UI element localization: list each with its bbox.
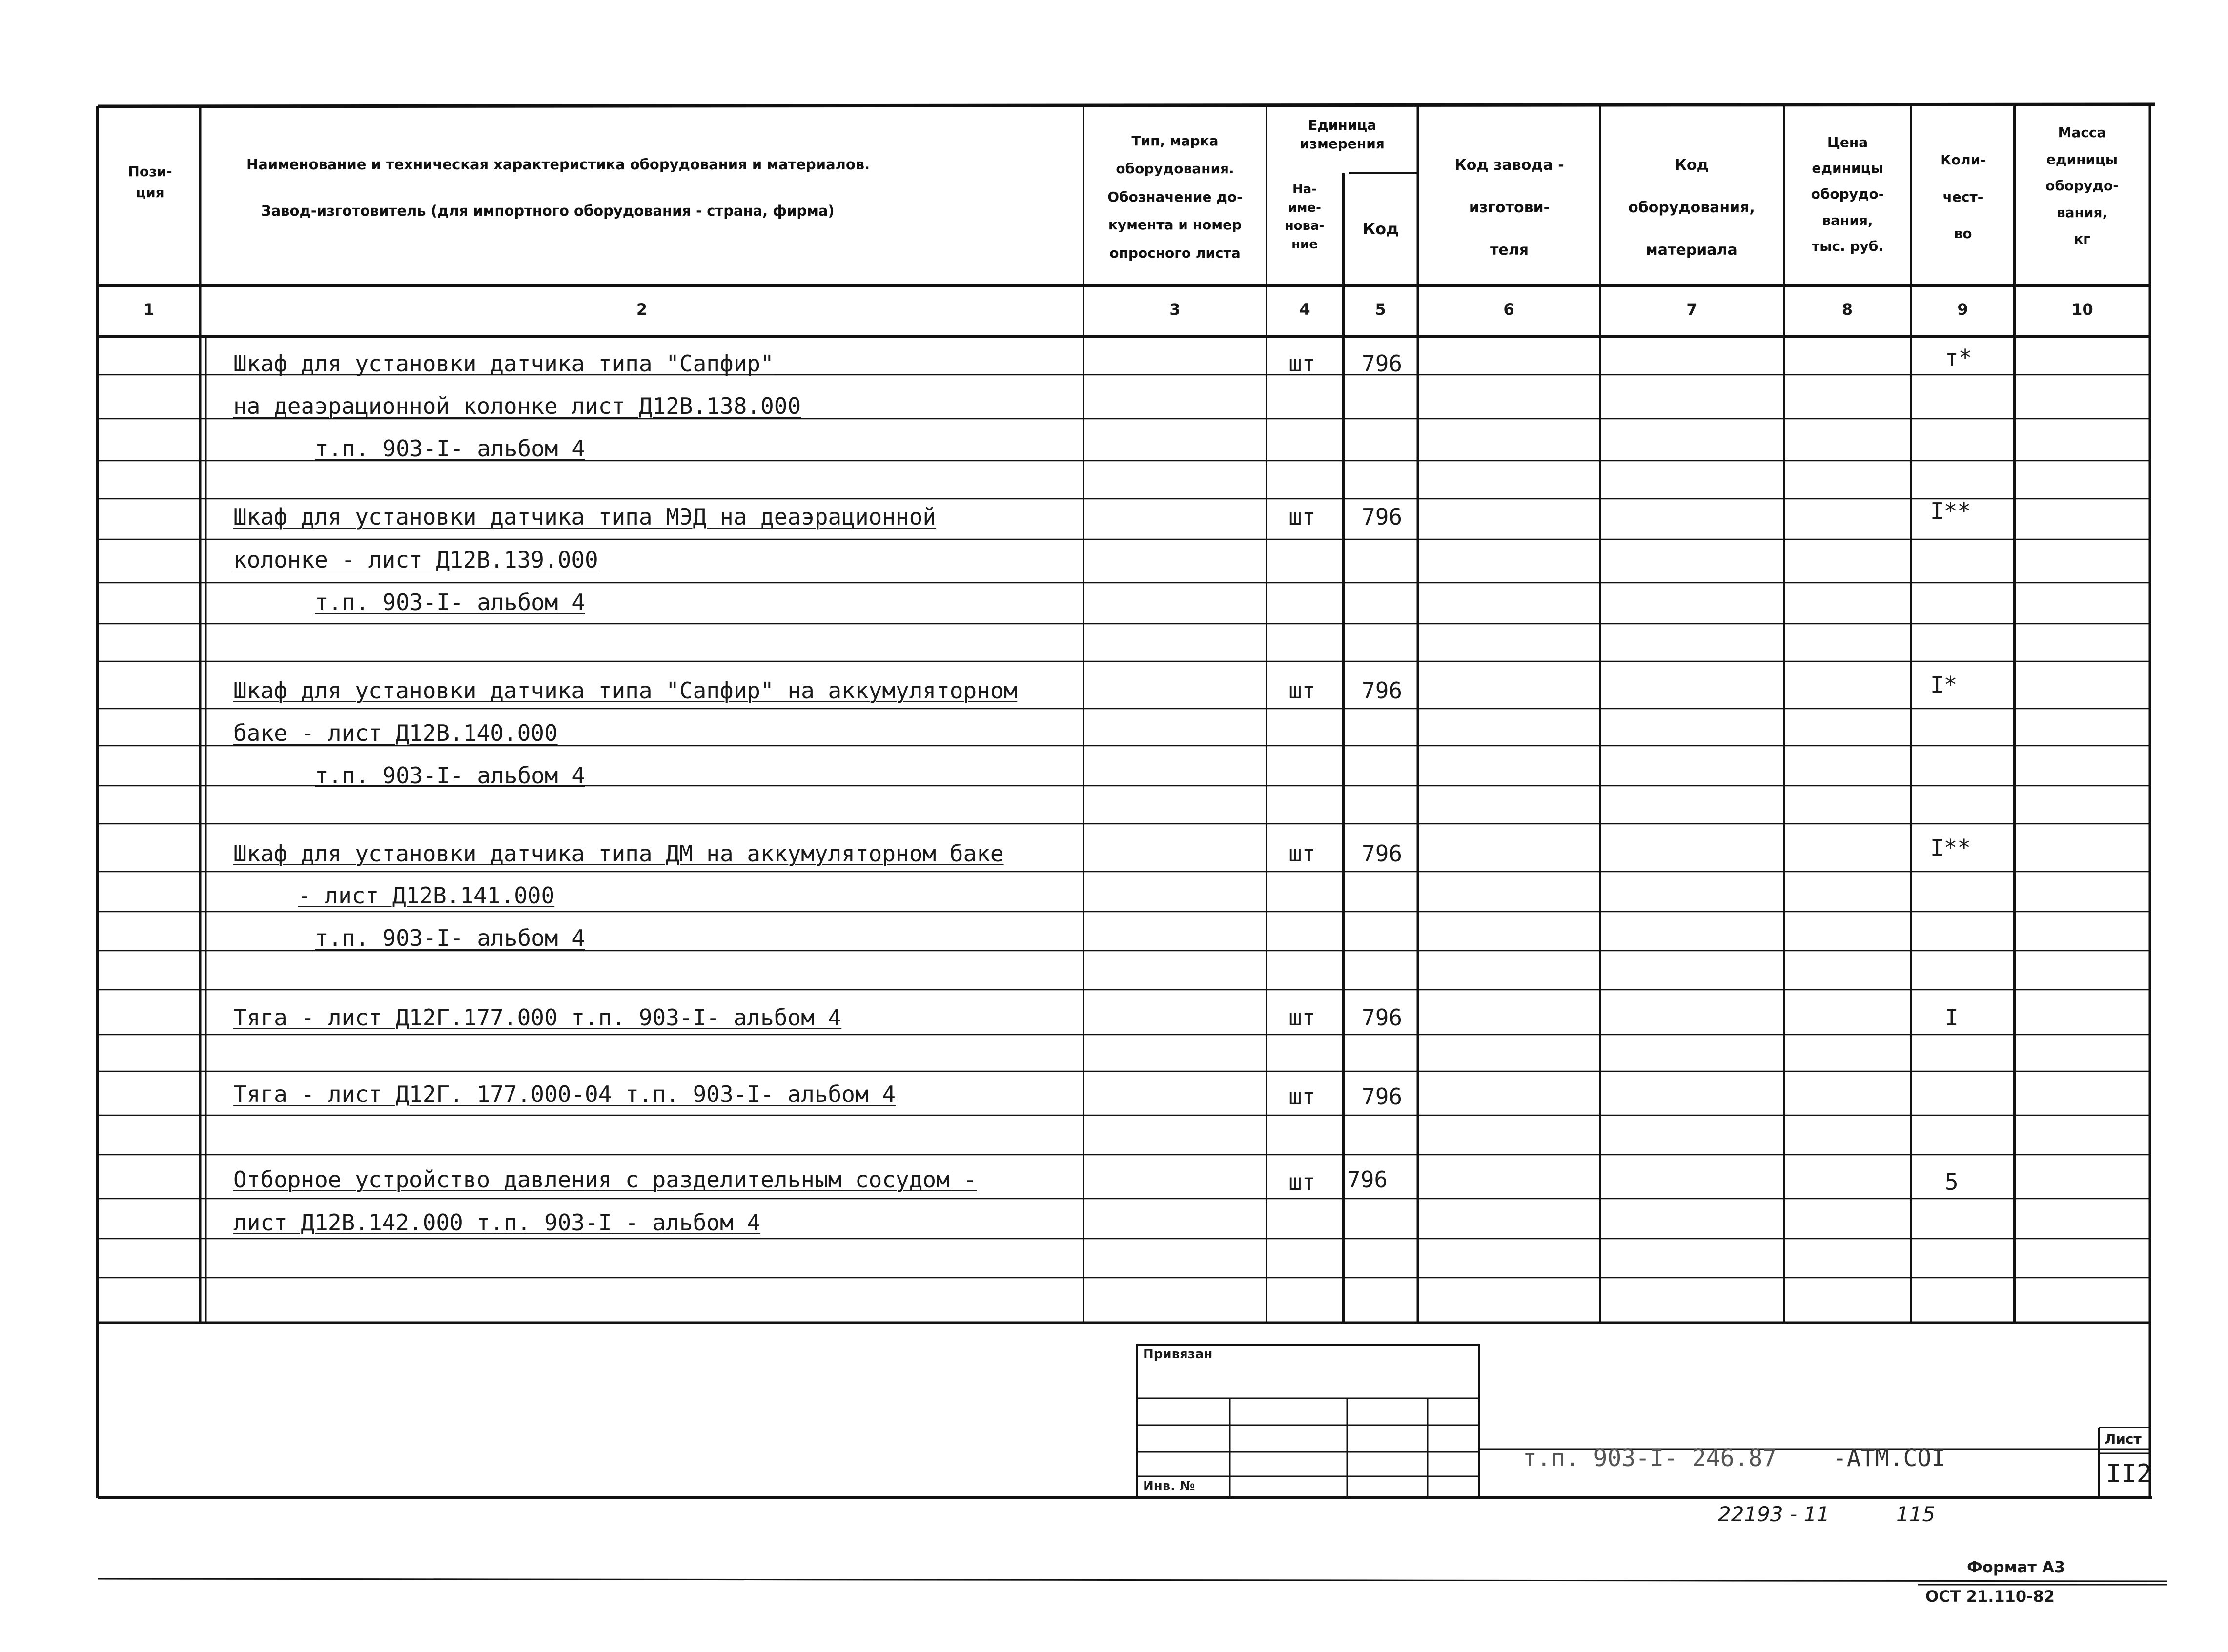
row-1-name-line-1: Шкаф для установки датчика типа "Сапфир" [233,350,774,377]
row-7-qty: 5 [1945,1169,1959,1195]
row-1-code: 796 [1362,350,1403,377]
row-1-name-line-2: на деаэрационной колонке лист Д12В.138.000 [233,393,801,419]
doc-code-left: т.п. 903-I- 246.87 [1523,1445,1777,1472]
row-4-code: 796 [1362,840,1403,867]
row-2-qty: I** [1930,498,1971,524]
header-col6: Код завода - изготови- теля [1454,157,1564,259]
column-number: 4 [1299,300,1310,319]
row-6-name-line-1: Тяга - лист Д12Г. 177.000-04 т.п. 903-I- альбом 4 [233,1081,896,1107]
sheet-number: II2 [2106,1459,2152,1489]
row-1-name-line-3: т.п. 903-I- альбом 4 [315,435,585,462]
header-col2-line2: Завод-изготовитель (для импортного оборудования - страна, фирма) [261,203,835,219]
row-2-code: 796 [1362,504,1403,530]
row-3-name-line-2: баке - лист Д12В.140.000 [233,720,558,746]
row-5-unit: шт [1288,1004,1316,1031]
row-2-name-line-2: колонке - лист Д12В.139.000 [233,547,598,573]
row-4-unit: шт [1288,840,1316,867]
row-4-name-line-3: т.п. 903-I- альбом 4 [315,925,585,951]
header-col2-line1: Наименование и техническая характеристика оборудования и материалов. [246,156,870,173]
column-number: 5 [1375,300,1386,319]
handwritten-number-right: 115 [1896,1502,1936,1526]
column-number: 1 [143,300,155,319]
handwritten-number-left: 22193 - 11 [1718,1502,1830,1526]
row-3-code: 796 [1362,677,1403,704]
row-4-name-line-2: - лист Д12В.141.000 [298,882,555,909]
row-3-name-line-1: Шкаф для установки датчика типа "Сапфир" на аккумуляторном [233,677,1018,704]
row-4-name-line-1: Шкаф для установки датчика типа ДМ на аккумуляторном баке [233,840,1004,867]
row-2-unit: шт [1288,504,1316,530]
header-col10: Масса единицы оборудо- вания, кг [2045,124,2119,247]
column-number: 2 [636,300,648,319]
row-1-unit: шт [1288,350,1316,377]
header-col8: Цена единицы оборудо- вания, тыс. руб. [1811,134,1884,254]
row-2-name-line-1: Шкаф для установки датчика типа МЭД на деаэрационной [233,504,937,530]
column-number: 6 [1503,300,1514,319]
header-col45-group: Единица измерения [1300,117,1385,152]
column-number: 7 [1686,300,1697,319]
row-5-name-line-1: Тяга - лист Д12Г.177.000 т.п. 903-I- альбом 4 [233,1004,842,1031]
header-col9: Коли- чест- во [1940,152,1986,242]
header-col1: Пози- ция [128,163,172,201]
row-3-name-line-3: т.п. 903-I- альбом 4 [315,762,585,789]
stamp-privyazan: Привязан [1143,1347,1213,1362]
stamp-inv-no: Инв. № [1143,1479,1195,1493]
row-7-unit: шт [1288,1169,1316,1195]
row-6-unit: шт [1288,1083,1316,1110]
ost-label: ОСТ 21.110-82 [1925,1587,2055,1606]
row-4-qty: I** [1930,835,1971,861]
row-7-name-line-2: лист Д12В.142.000 т.п. 903-I - альбом 4 [233,1209,761,1236]
header-col5: Код [1363,220,1399,238]
column-number: 3 [1169,300,1181,319]
row-7-code: 796 [1347,1166,1388,1193]
row-3-qty: I* [1930,672,1958,698]
row-3-unit: шт [1288,677,1316,704]
format-label: Формат А3 [1967,1558,2065,1576]
column-number: 9 [1957,300,1968,319]
sheet-label: Лист [2105,1431,2142,1447]
header-col7: Код оборудования, материала [1628,157,1755,259]
row-5-code: 796 [1362,1004,1403,1031]
doc-code-right: -АТМ.СОI [1833,1445,1946,1472]
row-1-qty: т* [1945,345,1972,371]
row-6-code: 796 [1362,1083,1403,1110]
row-5-qty: I [1945,1004,1959,1031]
column-number: 8 [1841,300,1853,319]
column-number: 10 [2071,300,2093,319]
header-col4: На- име- нова- ние [1285,182,1325,252]
row-2-name-line-3: т.п. 903-I- альбом 4 [315,589,585,615]
row-7-name-line-1: Отборное устройство давления с разделительным сосудом - [233,1166,977,1193]
header-col3: Тип, марка оборудования. Обозначение до- кумента и номер опросного листа [1107,133,1243,261]
